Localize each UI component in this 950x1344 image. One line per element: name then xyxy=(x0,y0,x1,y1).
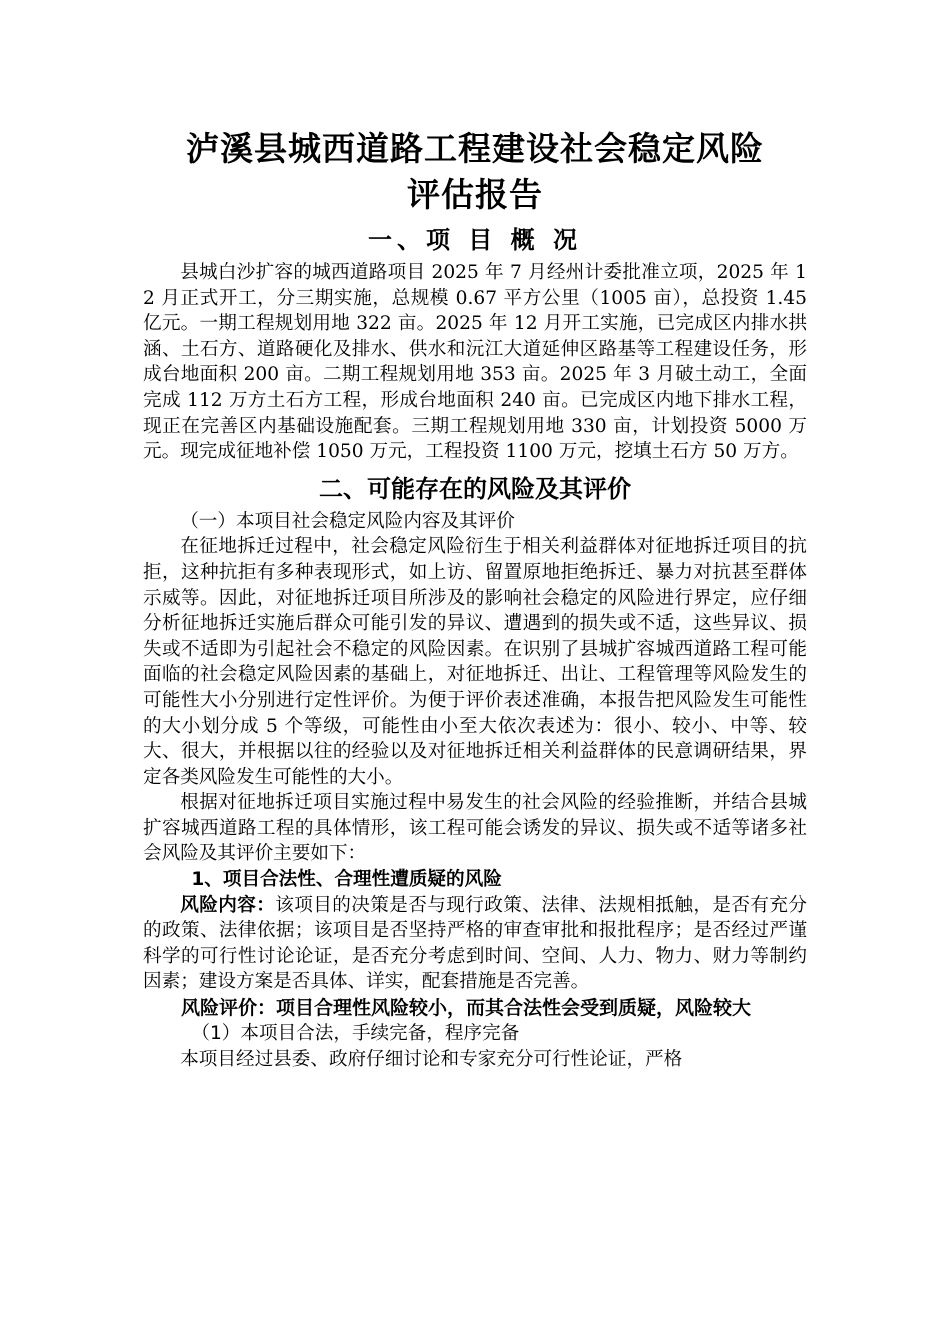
document-body xyxy=(143,126,807,1072)
section-1-heading: 一、项 目 概 况 xyxy=(367,226,583,254)
section-2-paragraph-2: 根据对征地拆迁项目实施过程中易发生的社会风险的经验推断，并结合县城扩容城西道路工程的具体情形，该工程可能会诱发的异议、损失或不适等诸多社会风险及其评价主要如下： xyxy=(143,792,807,865)
section-1-paragraph: 县城白沙扩容的城西道路项目 2025 年 7 月经州计委批准立项，2025 年 12 月正式开工，分三期实施，总规模 0.67 平方公里（1005 亩），总投资 1.45 亿元。一期工程规划用地 322 亩。2025 年 12 月开工实施，已完成区内排水拱涵、土石方、道路硬化及排水、供水和沅江大道延伸区路基等工程建设任务，形成台地面积 200 亩。二期工程规划用地 353 亩。2025 年 3 月破土动工，全面完成 112 万方土石方工程，形成台地面积 240 亩。已完成区内地下排水工程，现正在完善区内基础设施配套。三期工程规划用地 330 亩，计划投资 5000 万元。现完成征地补偿 1050 万元，工程投资 1100 万元，挖填土石方 50 万方。 xyxy=(143,262,807,463)
section-2-paragraph-1: 在征地拆迁过程中，社会稳定风险衍生于相关利益群体对征地拆迁项目的抗拒，这种抗拒有多种表现形式，如上访、留置原地拒绝拆迁、暴力对抗甚至群体示威等。因此，对征地拆迁项目所涉及的影响社会稳定的风险进行界定，应仔细分析征地拆迁实施后群众可能引发的异议、遭遇到的损失或不适，这些异议、损失或不适即为引起社会不稳定的风险因素。在识别了县城扩容城西道路工程可能面临的社会稳定风险因素的基础上，对征地拆迁、出让、工程管理等风险发生的可能性大小分别进行定性评价。为便于评价表述准确，本报告把风险发生可能性的大小划分成 5 个等级，可能性由小至大依次表述为：很小、较小、中等、较大、很大，并根据以往的经验以及对征地拆迁相关利益群体的民意调研结果，界定各类风险发生可能性的大小。 xyxy=(143,536,807,788)
risk-content-paragraph xyxy=(143,893,807,995)
point-1-text: 本项目经过县委、政府仔细讨论和专家充分可行性论证，严格 xyxy=(180,1048,683,1070)
section-2-heading: 二、可能存在的风险及其评价 xyxy=(319,474,631,503)
point-1-heading: （1）本项目合法，手续完备，程序完备 xyxy=(191,1023,520,1045)
title-line-1: 泸溪县城西道路工程建设社会稳定风险 xyxy=(186,129,764,168)
risk-content-label: 风险内容： xyxy=(180,894,276,916)
risk-item-1-heading: 1、项目合法性、合理性遭质疑的风险 xyxy=(191,869,502,891)
subsection-1-heading: （一）本项目社会稳定风险内容及其评价 xyxy=(180,510,515,532)
risk-content-text: 该项目的决策是否与现行政策、法律、法规相抵触，是否有充分的政策、法律依据；该项目是否坚持严格的审查审批和报批程序；是否经过严谨科学的可行性讨论论证，是否充分考虑到时间、空间、人力、物力、财力等制约因素；建设方案是否具体、详实，配套措施是否完善。 xyxy=(143,894,807,993)
title-line-2: 评估报告 xyxy=(407,175,543,214)
document-title xyxy=(143,126,807,218)
risk-evaluation: 风险评价：项目合理性风险较小，而其合法性会受到质疑，风险较大 xyxy=(181,997,752,1020)
